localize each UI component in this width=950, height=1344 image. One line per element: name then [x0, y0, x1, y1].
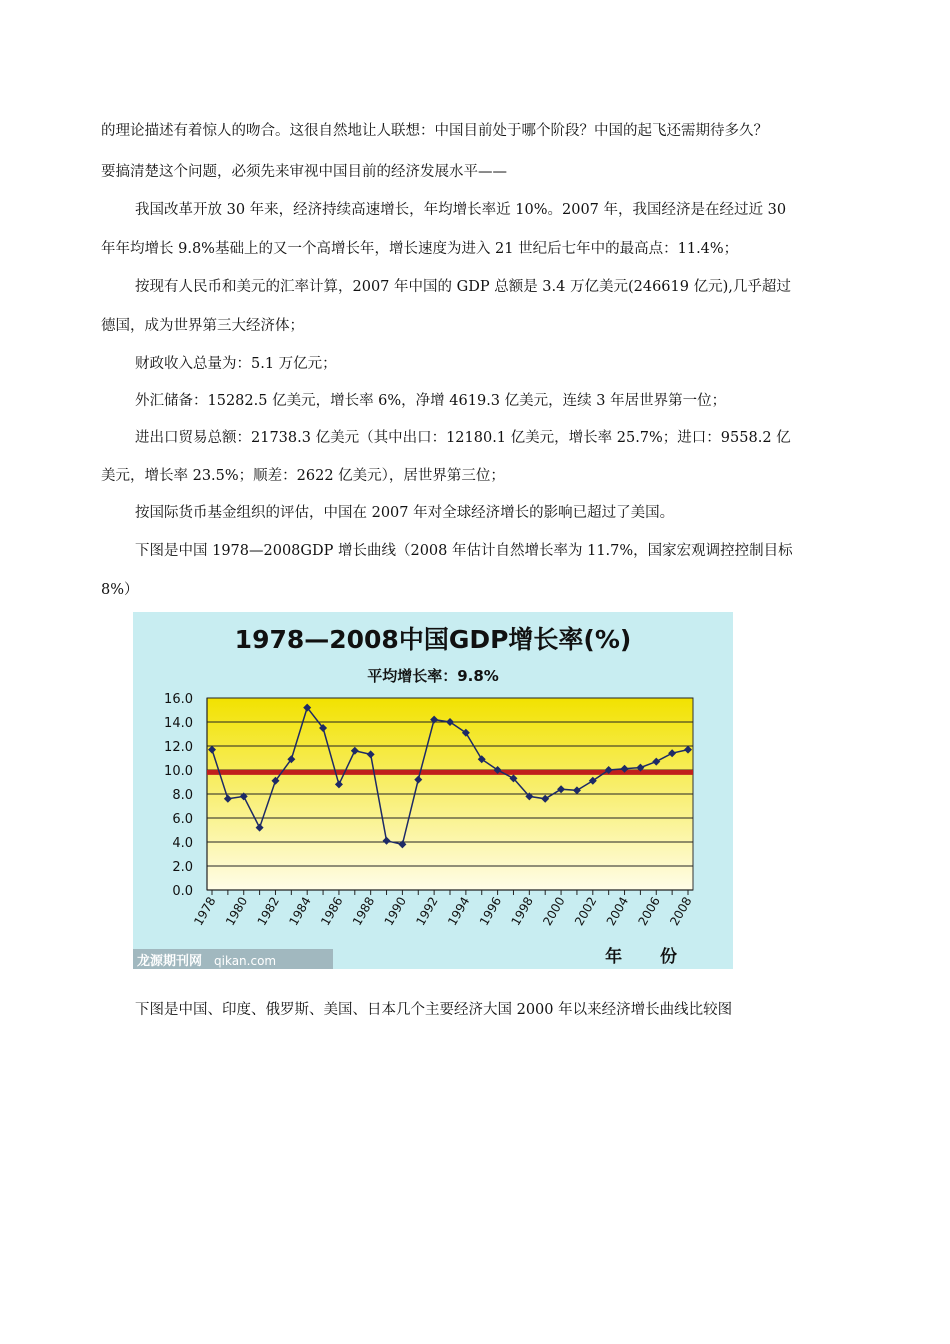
- watermark-brand: 龙源期刊网: [137, 954, 203, 969]
- paragraph-line: 美元，增长率 23.5%；顺差：2622 亿美元），居世界第三位；: [101, 468, 505, 484]
- x-tick-label: 1986: [318, 894, 346, 928]
- paragraph-line: 按现有人民币和美元的汇率计算，2007 年中国的 GDP 总额是 3.4 万亿美元(246619 亿元),几乎超过: [135, 279, 791, 295]
- y-tick-label: 4.0: [172, 836, 193, 851]
- watermark: [137, 950, 276, 969]
- x-tick-label: 1994: [445, 894, 473, 928]
- watermark-url: qikan.com: [214, 954, 277, 968]
- paragraph-line: 外汇储备：15282.5 亿美元，增长率 6%，净增 4619.3 亿美元，连续 3 年居世界第一位；: [135, 393, 727, 409]
- x-tick-label: 2000: [540, 894, 568, 928]
- paragraph-line: 年年均增长 9.8%基础上的又一个高增长年，增长速度为进入 21 世纪后七年中的最高点：11.4%；: [101, 241, 739, 257]
- paragraph-line: 要搞清楚这个问题，必须先来审视中国目前的经济发展水平——: [101, 164, 507, 180]
- paragraph-line: 我国改革开放 30 年来，经济持续高速增长，年均增长率近 10%。2007 年，我国经济是在经过近 30: [135, 202, 787, 218]
- x-tick-label: 1990: [381, 894, 409, 928]
- x-tick-label: 1992: [413, 894, 441, 928]
- y-tick-label: 8.0: [172, 788, 193, 803]
- paragraph-line: 下图是中国 1978—2008GDP 增长曲线（2008 年估计自然增长率为 11.7%，国家宏观调控控制目标: [135, 543, 793, 559]
- paragraph-line: 的理论描述有着惊人的吻合。这很自然地让人联想：中国目前处于哪个阶段？中国的起飞还需期待多久？: [101, 123, 768, 139]
- x-tick-label: 1996: [476, 894, 505, 928]
- chart-subtitle: 平均增长率：9.8%: [367, 667, 499, 685]
- gdp-growth-chart: [133, 612, 733, 969]
- y-tick-label: 10.0: [164, 764, 193, 779]
- paragraph-line: 8%）: [101, 582, 139, 598]
- y-tick-label: 6.0: [172, 812, 193, 827]
- y-tick-label: 14.0: [164, 716, 193, 731]
- x-tick-label: 1982: [254, 894, 283, 928]
- x-tick-label: 2004: [603, 894, 632, 928]
- y-tick-label: 16.0: [164, 692, 193, 707]
- y-tick-label: 2.0: [172, 860, 193, 875]
- paragraph-line: 进出口贸易总额：21738.3 亿美元（其中出口：12180.1 亿美元，增长率 25.7%；进口：9558.2 亿: [135, 430, 791, 446]
- x-tick-label: 2006: [635, 894, 663, 928]
- x-tick-label: 1980: [222, 894, 251, 928]
- chart-title: 1978—2008中国GDP增长率(%): [234, 625, 632, 654]
- paragraph-line: 德国，成为世界第三大经济体；: [101, 318, 304, 334]
- x-tick-label: 1988: [349, 894, 378, 928]
- x-tick-label: 1978: [191, 894, 219, 928]
- paragraph-line: 财政收入总量为：5.1 万亿元；: [135, 356, 337, 372]
- x-axis-label: 年 份: [605, 947, 693, 967]
- x-tick-label: 2008: [667, 894, 695, 928]
- y-tick-label: 12.0: [164, 740, 193, 755]
- paragraph-line: 下图是中国、印度、俄罗斯、美国、日本几个主要经济大国 2000 年以来经济增长曲线比较图: [135, 1002, 733, 1018]
- x-tick-label: 1984: [286, 894, 314, 928]
- y-tick-label: 0.0: [172, 884, 193, 899]
- x-tick-label: 1998: [508, 894, 536, 928]
- paragraph-line: 按国际货币基金组织的评估，中国在 2007 年对全球经济增长的影响已超过了美国。: [135, 505, 675, 521]
- x-tick-label: 2002: [572, 894, 600, 928]
